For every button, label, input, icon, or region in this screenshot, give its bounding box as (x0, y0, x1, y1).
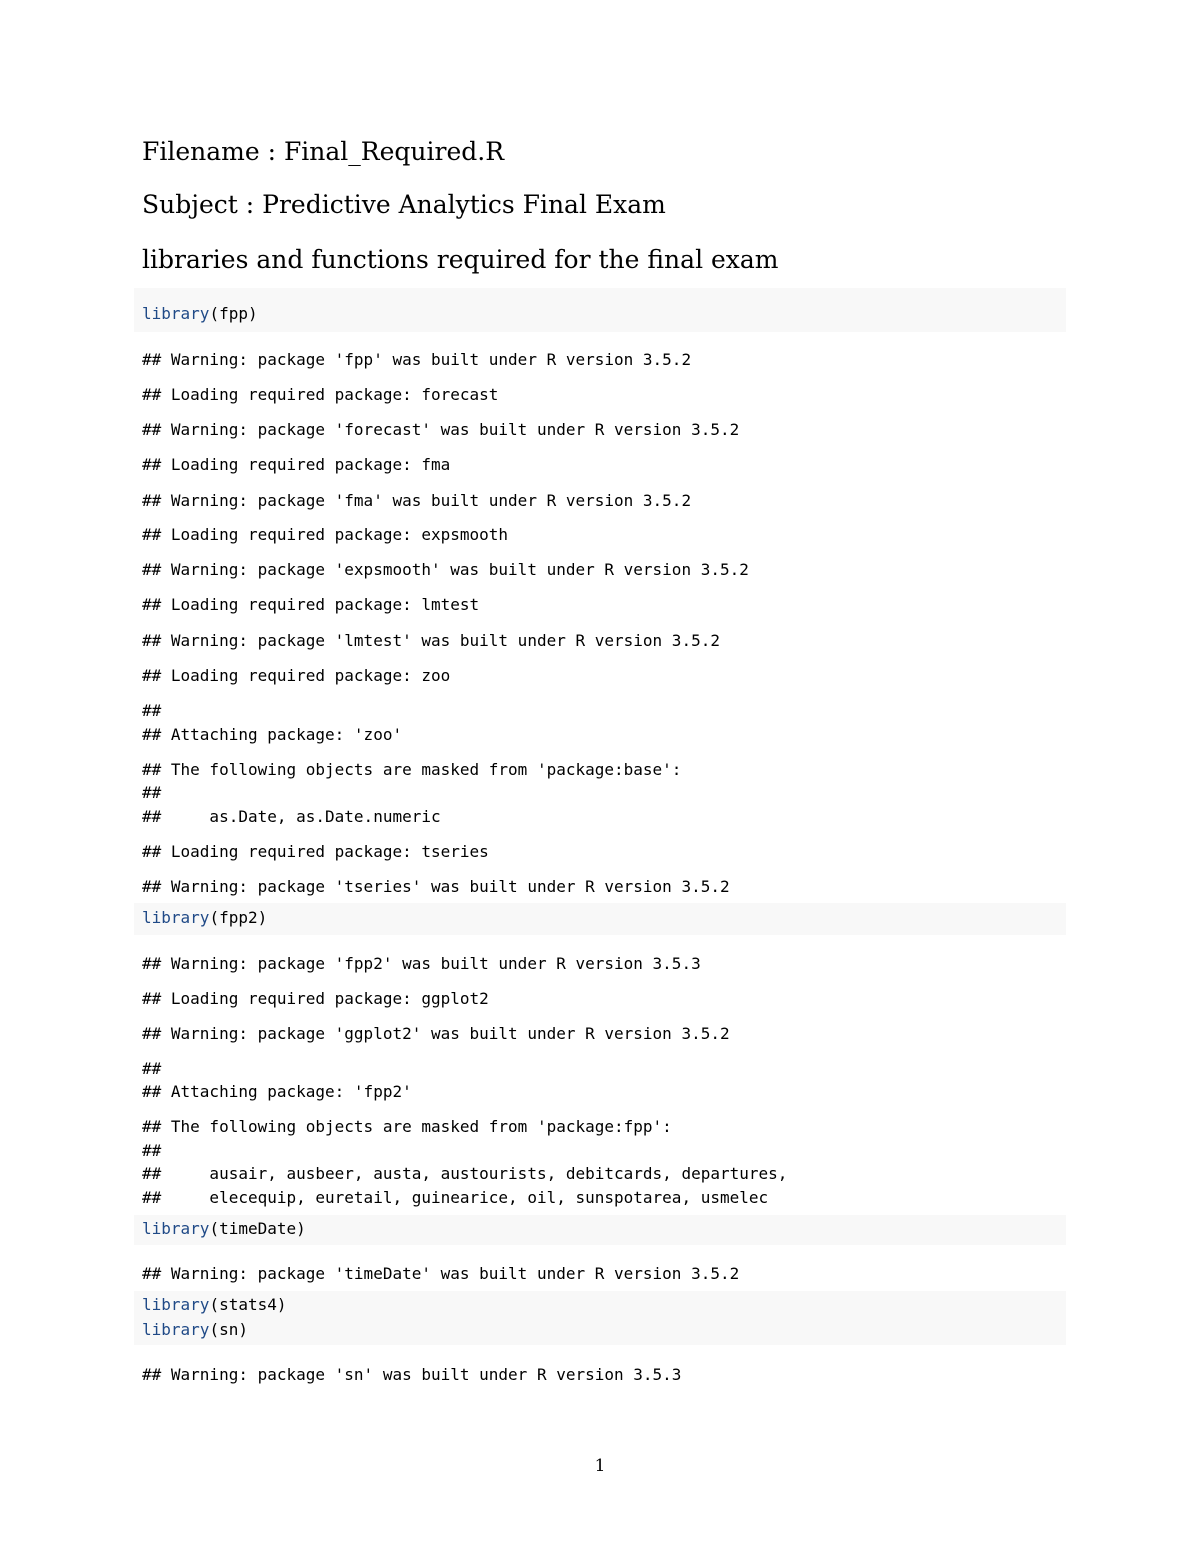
function-keyword: library (142, 908, 210, 927)
output-line: ## Warning: package 'sn' was built under R version 3.5.3 (142, 1365, 682, 1384)
function-keyword: library (142, 1295, 210, 1314)
output-line: ## ausair, ausbeer, austa, austourists, debitcards, departures, (142, 1164, 788, 1183)
output-line: ## Warning: package 'ggplot2' was built under R version 3.5.2 (142, 1024, 730, 1043)
code-line (142, 1319, 248, 1341)
output-line: ## Warning: package 'forecast' was built under R version 3.5.2 (142, 420, 740, 439)
output-line: ## Loading required package: tseries (142, 842, 489, 861)
output-line: ## Warning: package 'tseries' was built under R version 3.5.2 (142, 877, 730, 896)
code-line (142, 1218, 306, 1240)
filename-heading: Filename : Final_Required.R (142, 137, 505, 166)
output-line: ## Loading required package: forecast (142, 385, 499, 404)
output-line: ## Loading required package: zoo (142, 666, 451, 685)
function-keyword: library (142, 1320, 210, 1339)
output-line: ## Warning: package 'lmtest' was built under R version 3.5.2 (142, 631, 720, 650)
function-argument: (sn) (209, 1320, 248, 1339)
output-line: ## Loading required package: expsmooth (142, 525, 509, 544)
function-argument: (timeDate) (209, 1219, 306, 1238)
output-line: ## The following objects are masked from 'package:fpp': (142, 1117, 672, 1136)
function-argument: (fpp) (209, 304, 258, 323)
output-line: ## Warning: package 'timeDate' was built under R version 3.5.2 (142, 1264, 740, 1283)
subject-heading: Subject : Predictive Analytics Final Exam (142, 190, 666, 219)
code-chunk-1 (134, 288, 1066, 332)
output-line: ## Attaching package: 'zoo' (142, 725, 403, 744)
code-line (142, 907, 267, 929)
output-line: ## elecequip, euretail, guinearice, oil, sunspotarea, usmelec (142, 1188, 769, 1207)
output-line: ## (142, 701, 162, 720)
output-line: ## Warning: package 'expsmooth' was built under R version 3.5.2 (142, 560, 749, 579)
code-line (142, 303, 258, 325)
output-line: ## The following objects are masked from 'package:base': (142, 760, 682, 779)
output-line: ## Warning: package 'fpp' was built under R version 3.5.2 (142, 350, 692, 369)
output-line: ## Loading required package: ggplot2 (142, 989, 489, 1008)
output-line: ## Attaching package: 'fpp2' (142, 1082, 412, 1101)
output-line: ## Loading required package: fma (142, 455, 451, 474)
output-line: ## (142, 1141, 162, 1160)
code-chunk-2 (134, 903, 1066, 935)
page-number: 1 (594, 1456, 606, 1476)
function-keyword: library (142, 1219, 210, 1238)
output-line: ## Warning: package 'fpp2' was built under R version 3.5.3 (142, 954, 701, 973)
function-argument: (stats4) (209, 1295, 287, 1314)
output-line: ## (142, 1059, 162, 1078)
output-line: ## Loading required package: lmtest (142, 595, 480, 614)
output-line: ## as.Date, as.Date.numeric (142, 807, 441, 826)
output-line: ## (142, 783, 162, 802)
function-argument: (fpp2) (209, 908, 268, 927)
function-keyword: library (142, 304, 210, 323)
output-line: ## Warning: package 'fma' was built under R version 3.5.2 (142, 491, 692, 510)
description-heading: libraries and functions required for the final exam (142, 245, 779, 274)
code-line (142, 1294, 287, 1316)
